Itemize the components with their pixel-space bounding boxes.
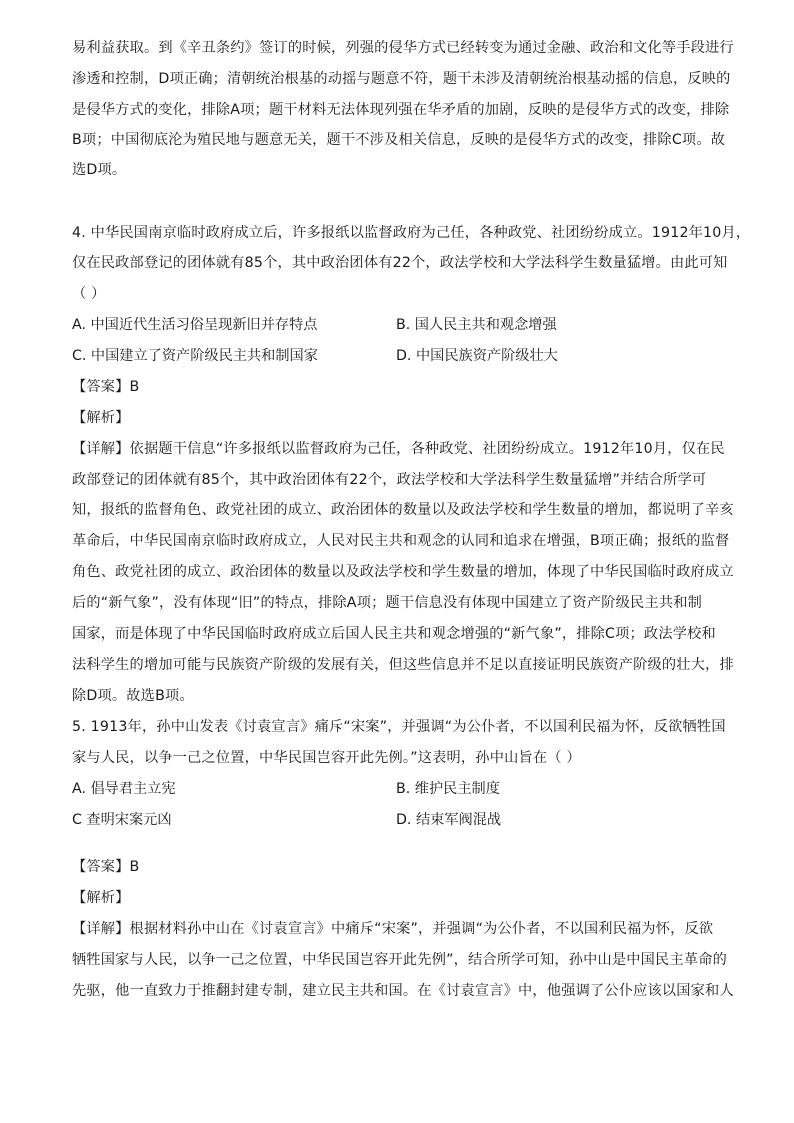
q5-detail-line: 【详解】根据材料孙中山在《讨袁宣言》中痛斥“宋案”，并强调“为公仆者，不以国利民福为怀，反欲 bbox=[72, 921, 714, 937]
text-line: 是侵华方式的变化，排除A项；题干材料无法体现列强在华矛盾的加剧，反映的是侵华方式的改变，排除 bbox=[72, 102, 730, 118]
q4-detail-line: 除D项。故选B项。 bbox=[72, 688, 194, 704]
q5-detail-line: 先驱，他一直致力于推翻封建专制，建立民主共和国。在《讨袁宣言》中，他强调了公仆应该以国家和人 bbox=[72, 983, 734, 999]
question-4-stem: （ ） bbox=[72, 286, 106, 302]
q4-detail-line: 后的“新气象”，没有体现“旧”的特点，排除A项；题干信息没有体现中国建立了资产阶级民主共和制 bbox=[72, 595, 702, 611]
q4-detail-line: 【详解】依据题干信息“许多报纸以监督政府为己任，各种政党、社团纷纷成立。1912年10月，仅在民 bbox=[72, 441, 725, 457]
q5-option-b: B. 维护民主制度 bbox=[396, 781, 500, 797]
q4-detail-line: 政部登记的团体就有85个，其中政治团体有22个，政法学校和大学法科学生数量猛增”并结合所学可 bbox=[72, 472, 707, 488]
q5-analysis-heading: 【解析】 bbox=[72, 890, 130, 906]
q4-detail-line: 角色、政党社团的成立、政治团体的数量以及政法学校和学生数量的增加，体现了中华民国临时政府成立 bbox=[72, 564, 734, 580]
q4-option-c: C. 中国建立了资产阶级民主共和制国家 bbox=[72, 348, 318, 364]
text-line: 渗透和控制，D项正确；清朝统治根基的动摇与题意不符，题干未涉及清朝统治根基动摇的信息，反映的 bbox=[72, 71, 731, 87]
q5-detail-line: 牺牲国家与人民，以争一己之位置，中华民国岂容开此先例”，结合所学可知，孙中山是中国民主革命的 bbox=[72, 952, 727, 968]
question-4-stem: 4. 中华民国南京临时政府成立后，许多报纸以监督政府为己任，各种政党、社团纷纷成立。1912年10月， bbox=[72, 225, 751, 241]
q4-option-d: D. 中国民族资产阶级壮大 bbox=[396, 348, 558, 364]
q5-option-a: A. 倡导君主立宪 bbox=[72, 781, 176, 797]
q4-option-b: B. 国人民主共和观念增强 bbox=[396, 317, 557, 333]
q5-option-d: D. 结束军阀混战 bbox=[396, 812, 502, 828]
question-5-stem: 5. 1913年，孙中山发表《讨袁宣言》痛斥“宋案”，并强调“为公仆者，不以国利民福为怀，反欲牺牲国 bbox=[72, 719, 726, 735]
q4-detail-line: 法科学生的增加可能与民族资产阶级的发展有关，但这些信息并不足以直接证明民族资产阶级的壮大，排 bbox=[72, 657, 734, 673]
question-5-stem: 家与人民，以争一己之位置，中华民国岂容开此先例。”这表明，孙中山旨在（ ） bbox=[72, 750, 581, 766]
text-line: 易利益获取。到《辛丑条约》签订的时候，列强的侵华方式已经转变为通过金融、政治和文化等手段进行 bbox=[72, 40, 734, 56]
q4-detail-line: 知，报纸的监督角色、政党社团的成立、政治团体的数量以及政法学校和学生数量的增加，都说明了辛亥 bbox=[72, 502, 734, 518]
q4-detail-line: 国家，而是体现了中华民国临时政府成立后国人民主共和观念增强的“新气象”，排除C项；政法学校和 bbox=[72, 626, 716, 642]
q5-option-c: C 查明宋案元凶 bbox=[72, 812, 172, 828]
text-line: 选D项。 bbox=[72, 162, 127, 178]
text-line: B项；中国彻底沦为殖民地与题意无关，题干不涉及相关信息，反映的是侵华方式的改变，排除C项。故 bbox=[72, 132, 726, 148]
q4-detail-line: 革命后，中华民国南京临时政府成立，人民对民主共和观念的认同和追求在增强，B项正确；报纸的监督 bbox=[72, 533, 730, 549]
q4-answer: 【答案】B bbox=[72, 379, 140, 395]
q5-answer: 【答案】B bbox=[72, 859, 140, 875]
q4-option-a: A. 中国近代生活习俗呈现新旧并存特点 bbox=[72, 317, 318, 333]
question-4-stem: 仅在民政部登记的团体就有85个，其中政治团体有22个，政法学校和大学法科学生数量猛增。由此可知 bbox=[72, 255, 728, 271]
q4-analysis-heading: 【解析】 bbox=[72, 410, 130, 426]
